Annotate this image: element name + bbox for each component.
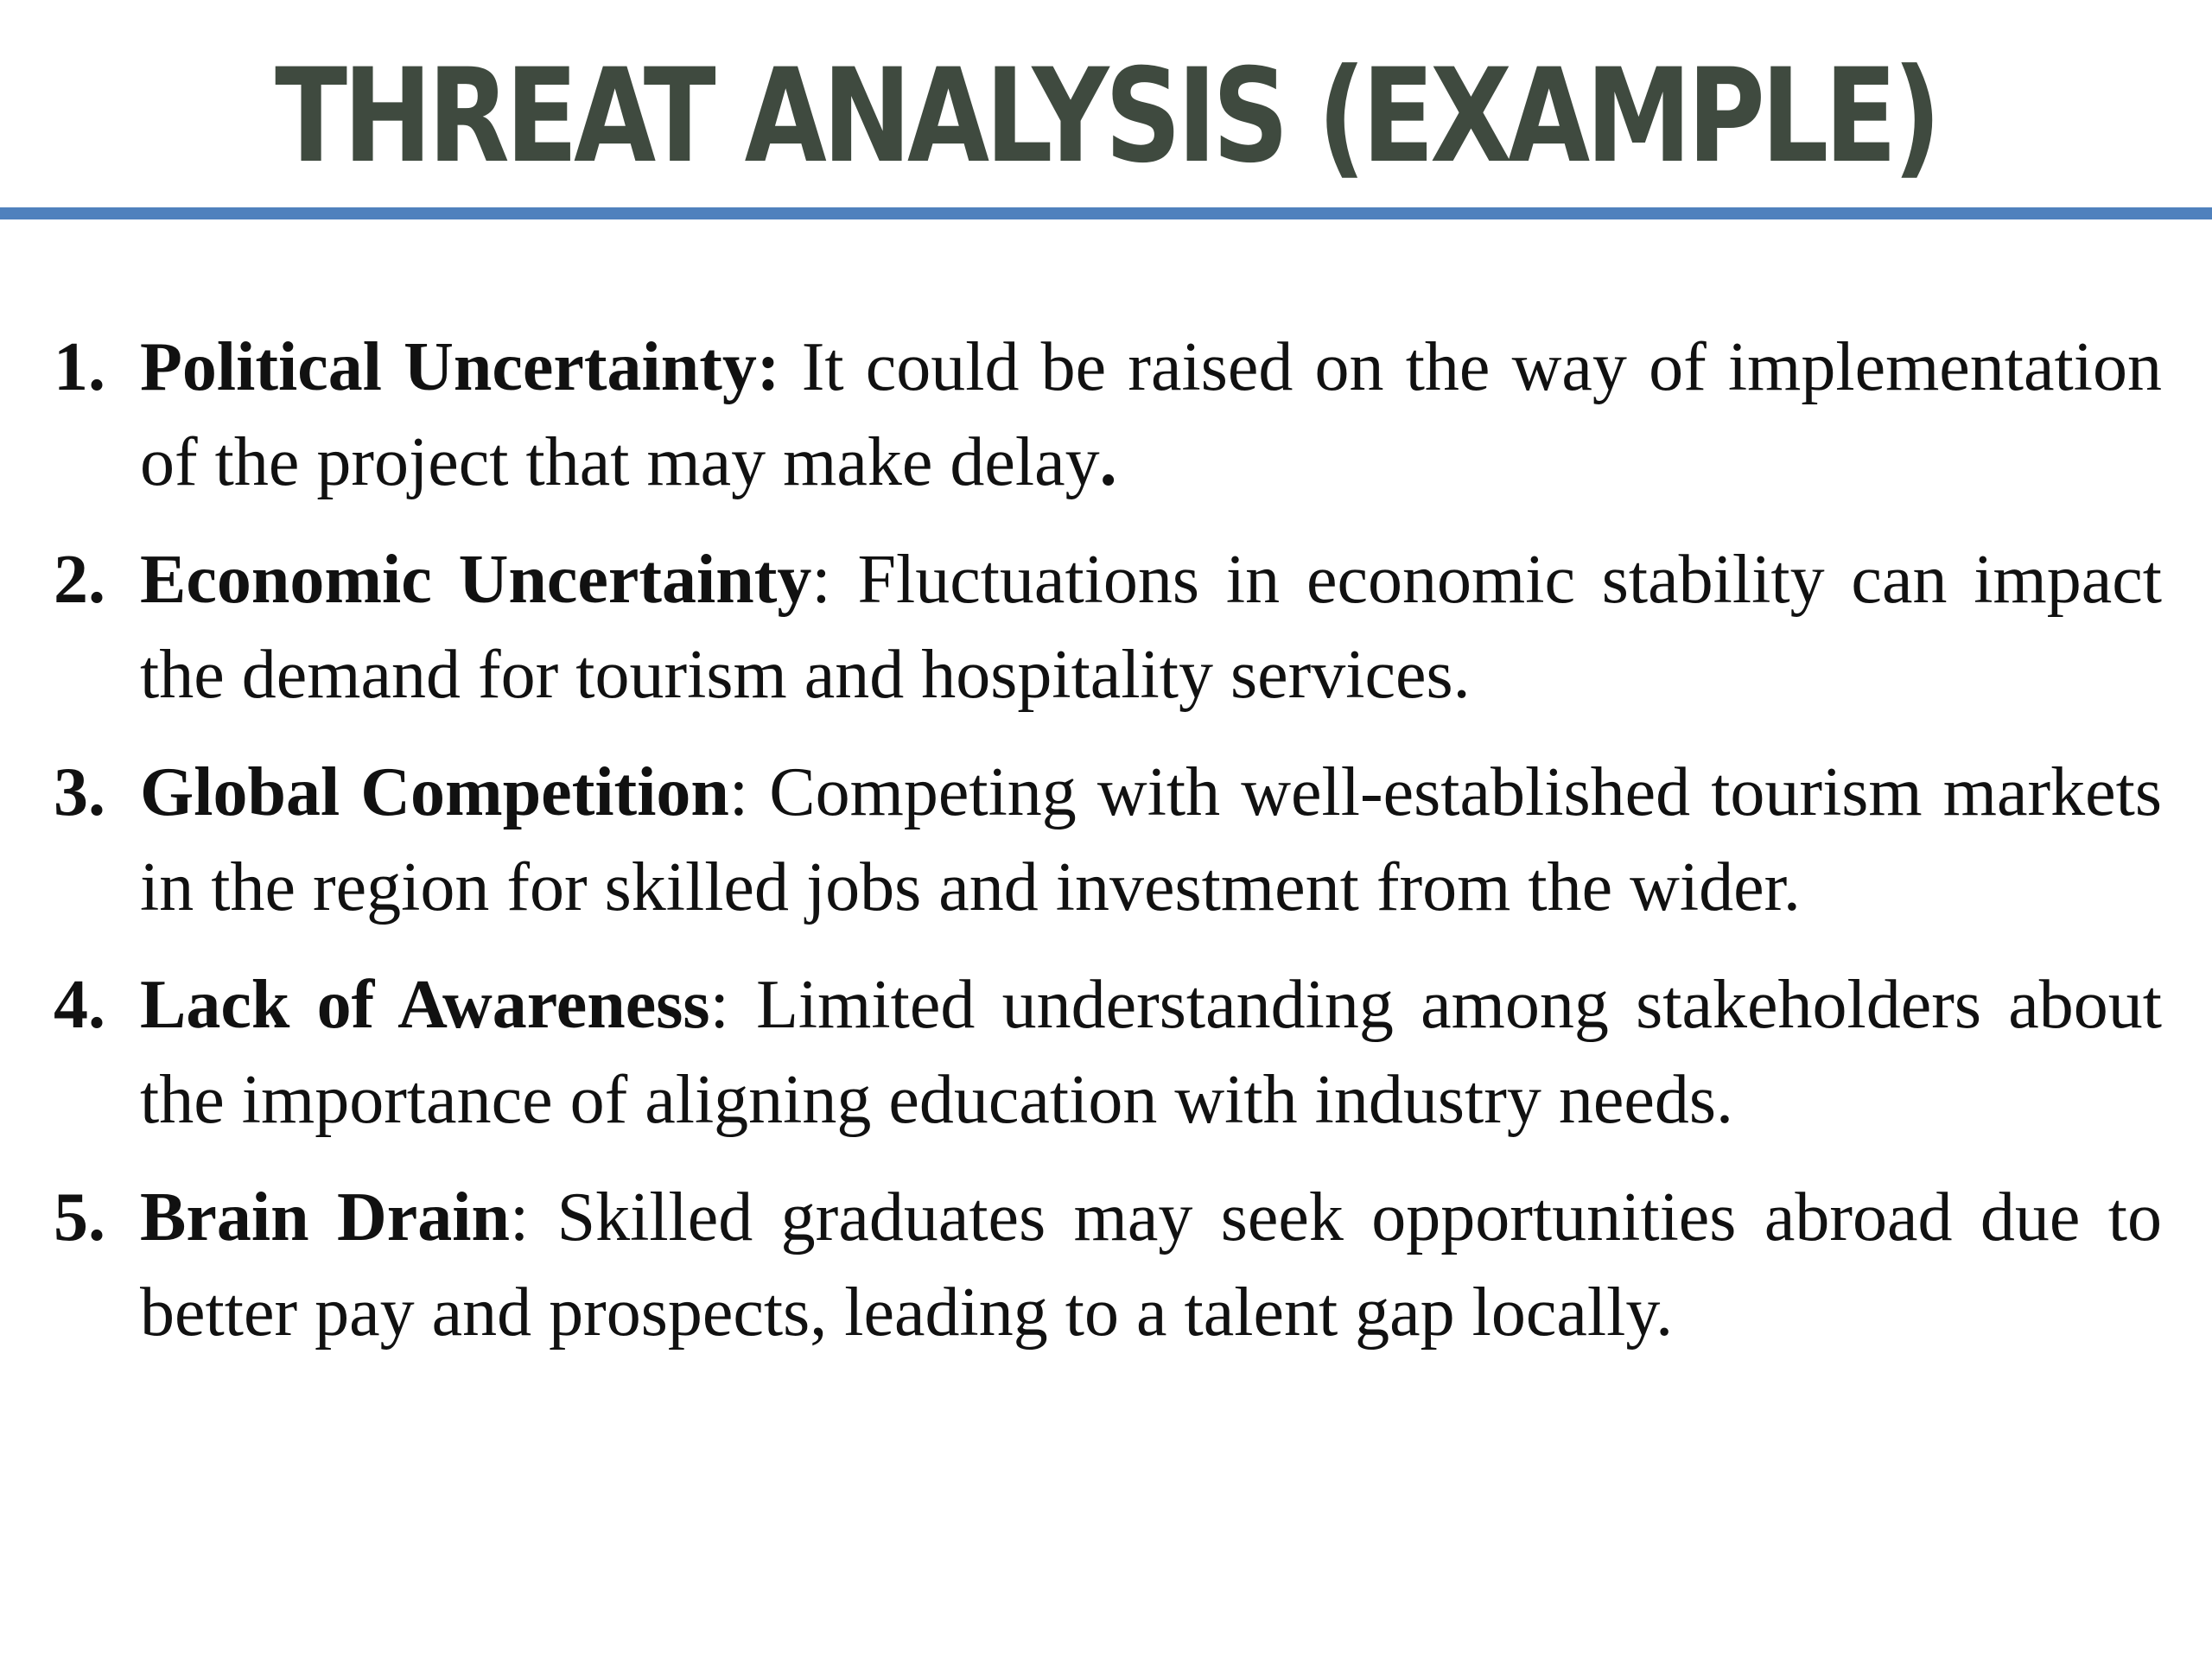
- item-number: 2.: [54, 542, 105, 618]
- item-number: 1.: [54, 329, 105, 405]
- threat-list: [54, 320, 2162, 1382]
- item-number: 5.: [54, 1179, 105, 1255]
- list-item: [54, 320, 2162, 510]
- item-description: Competing with well-established tourism markets in the region for skilled jobs and investment from the wider.: [140, 754, 2163, 925]
- item-end: .: [1099, 424, 1117, 500]
- item-description: Limited understanding among stakeholders about the importance of aligning education with industry needs.: [140, 967, 2162, 1138]
- list-item: [54, 1170, 2162, 1360]
- item-number: 3.: [54, 754, 105, 830]
- item-term: Political Uncertainty:: [140, 329, 780, 405]
- item-term: Economic Uncertainty: [140, 542, 812, 618]
- item-term: Lack of Awareness: [140, 967, 710, 1043]
- list-item: [54, 957, 2162, 1147]
- item-description: Fluctuations in economic stability can impact the demand for tourism and hospitality services.: [140, 542, 2163, 713]
- item-separator: :: [811, 542, 831, 618]
- title-divider: [0, 207, 2212, 219]
- list-item: [54, 532, 2162, 722]
- item-separator: :: [728, 754, 749, 830]
- slide-title: THREAT ANALYSIS (EXAMPLE): [275, 41, 1937, 192]
- item-separator: :: [709, 967, 729, 1043]
- list-item: [54, 745, 2162, 935]
- item-term: Global Competition: [140, 754, 729, 830]
- item-number: 4.: [54, 967, 105, 1043]
- item-description: Skilled graduates may seek opportunities abroad due to better pay and prospects, leading to a talent gap locally.: [140, 1179, 2162, 1351]
- item-description: It could be raised on the way of implementation of the project that may make delay: [140, 329, 2162, 500]
- item-term: Brain Drain: [140, 1179, 510, 1255]
- item-separator: :: [509, 1179, 530, 1255]
